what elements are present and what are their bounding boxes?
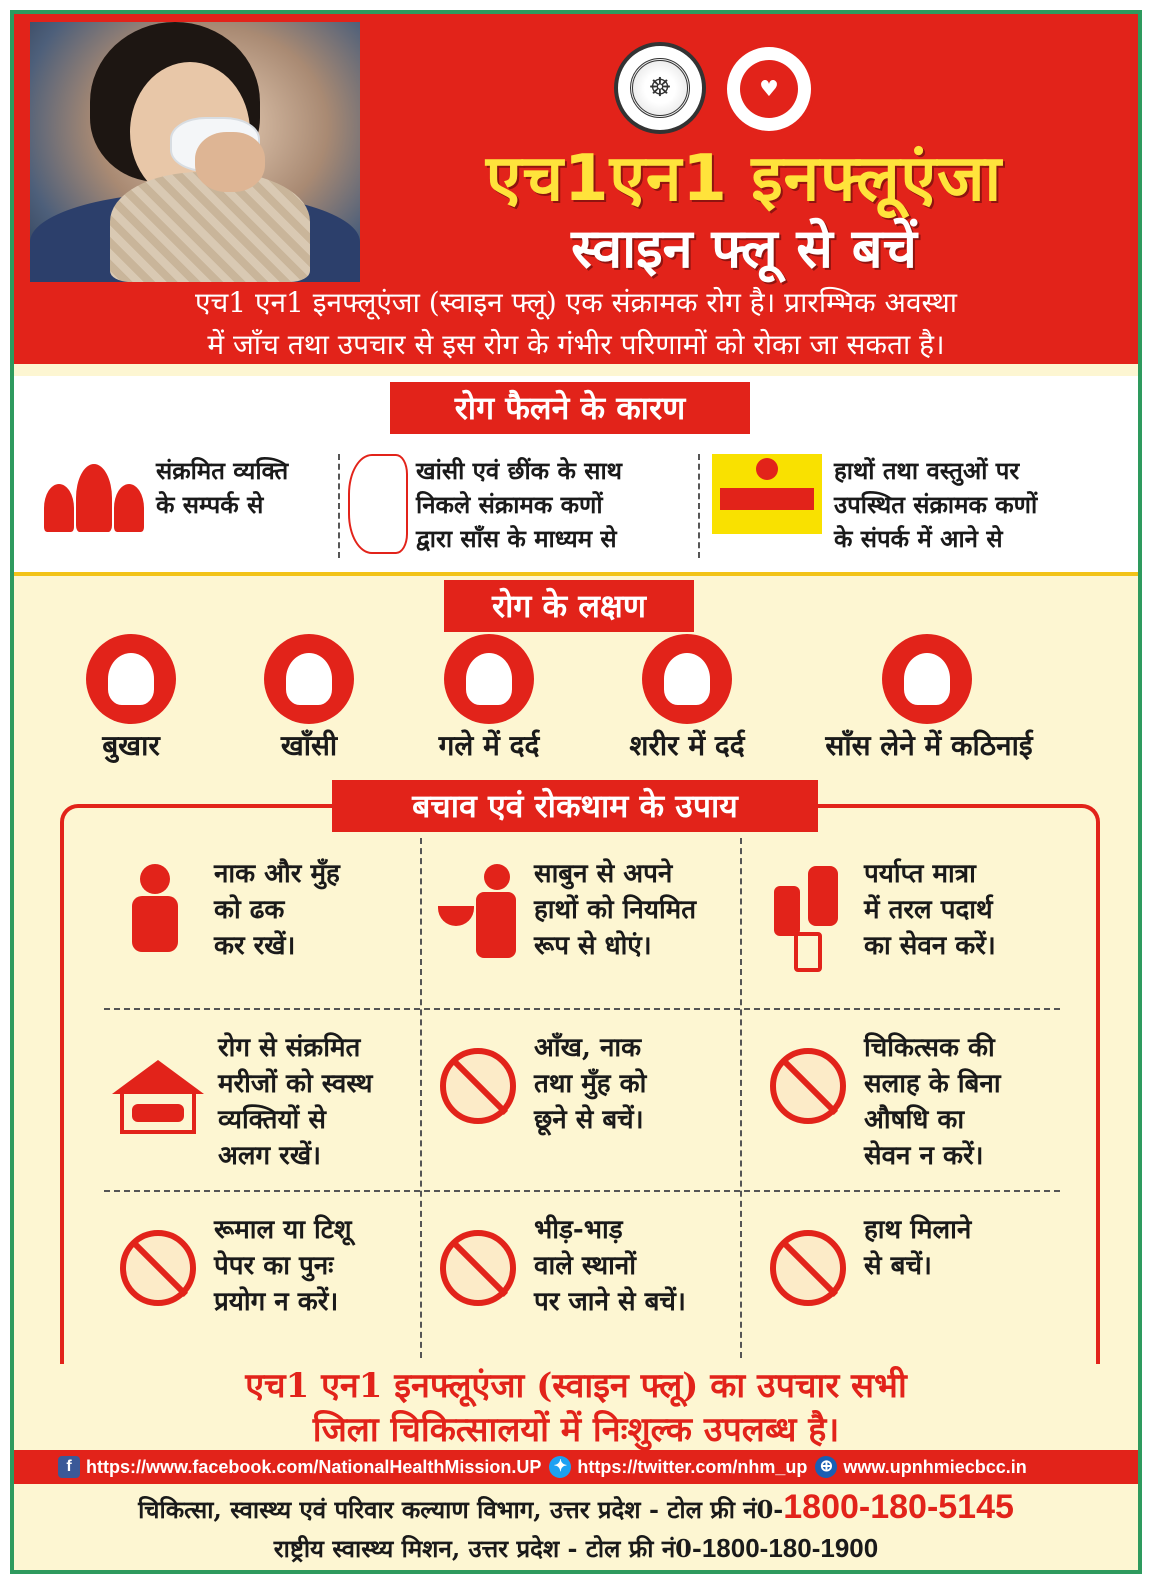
prevention-line: पेपर का पुनः [214,1251,334,1281]
prevention-line: प्रयोग न करें। [214,1287,339,1317]
divider [698,454,700,558]
social-bar [14,1450,1138,1484]
hand-touch-icon [712,454,822,534]
no-self-medication-icon [764,1030,854,1140]
cover-mouth-icon [114,856,204,966]
logos [614,42,834,134]
no-handshake-icon [764,1212,854,1322]
prevention-line: रूमाल या टिशू [214,1215,352,1245]
symptom-label: गले में दर्द [438,729,540,762]
prevention-line: चिकित्सक की [864,1033,995,1063]
dept-name: चिकित्सा, स्वास्थ्य एवं परिवार कल्याण विभाग, उत्तर प्रदेश - टोल फ्री नं0- [138,1495,784,1524]
no-tissue-reuse-icon [114,1212,204,1322]
tollfree-number: 1800-180-5145 [783,1488,1014,1526]
prevention-line: रूप से धोएं। [534,931,652,961]
prevention-line: साबुन से अपने [534,859,673,889]
prevention-line: व्यक्तियों से [218,1105,326,1135]
facebook-icon: f [58,1456,80,1478]
page-title: एच1एन1 इनफ्लूएंजा [485,142,1003,216]
prevention-line: हाथों को नियमित [534,895,697,925]
prevention-line: पर जाने से बचें। [534,1287,686,1317]
divider [104,1008,1060,1010]
website-link[interactable]: www.upnhmiecbcc.in [843,1457,1027,1477]
prevention-item [108,1030,418,1174]
department-info [14,1488,1138,1568]
no-face-touch-icon [434,1030,524,1140]
sore-throat-icon [444,634,534,724]
hand-wash-icon [434,856,524,966]
prevention-item [764,1030,1084,1174]
cause-item [44,454,344,564]
isolate-patient-icon [108,1030,208,1140]
people-group-icon [44,454,144,534]
prevention-line: रोग से संक्रमित [218,1033,361,1063]
prevention-item [114,856,414,966]
symptom-label: साँस लेने में कठिनाई [825,729,1033,762]
prevention-line: औषधि का [864,1105,965,1135]
prevention-item [764,856,1084,966]
prevention-line: तथा मुँह को [534,1069,647,1099]
tollfree-number: 1800-180-1900 [701,1533,879,1563]
intro-text [34,282,1118,366]
cause-line: के सम्पर्क से [156,490,264,519]
prevention-item [114,1212,414,1322]
prevention-line: पर्याप्त मात्रा [864,859,976,889]
body-ache-icon [642,634,732,724]
sneeze-face-icon [348,454,408,554]
intro-line: में जाँच तथा उपचार से इस रोग के गंभीर परिणामों को रोका जा सकता है। [207,328,945,361]
prevention-line: हाथ मिलाने [864,1215,972,1245]
prevention-item [434,856,734,966]
prevention-line: मरीजों को स्वस्थ [218,1069,373,1099]
prevention-item [434,1030,734,1140]
prevention-heading: बचाव एवं रोकथाम के उपाय [332,780,818,832]
intro-line: एच1 एन1 इनफ्लूएंजा (स्वाइन फ्लू) एक संक्रामक रोग है। प्रारम्भिक अवस्था [194,286,957,319]
prevention-line: सलाह के बिना [864,1069,1001,1099]
treatment-message [14,1364,1138,1454]
prevention-line: को ढक [214,895,285,925]
prevention-line: में तरल पदार्थ [864,895,993,925]
fluids-icon [764,856,854,966]
cause-line: उपस्थित संक्रामक कणों [834,490,1038,519]
poster [10,10,1142,1574]
prevention-line: भीड़-भाड़ [534,1215,623,1245]
prevention-line: वाले स्थानों [534,1251,636,1281]
cause-line: हाथों तथा वस्तुओं पर [834,456,1020,485]
cough-icon [264,634,354,724]
dept-line [14,1529,1138,1568]
causes-heading: रोग फैलने के कारण [390,382,750,434]
divider [740,838,742,1358]
prevention-line: से बचें। [864,1251,932,1281]
cause-item [712,454,1122,564]
message-line: जिला चिकित्सालयों में निःशुल्क उपलब्ध है। [312,1410,840,1450]
prevention-section [60,804,1100,1364]
prevention-line: आँख, नाक [534,1033,642,1063]
no-crowd-icon [434,1212,524,1322]
prevention-line: छूने से बचें। [534,1105,644,1135]
cause-line: के संपर्क में आने से [834,524,1003,553]
prevention-item [764,1212,1084,1322]
twitter-icon: ✦ [549,1456,571,1478]
prevention-line: नाक और मुँह [214,859,340,889]
prevention-line: सेवन न करें। [864,1141,984,1171]
up-government-logo: ☸ [614,42,706,134]
divider [338,454,340,558]
causes-section [14,376,1138,576]
nhm-logo: ♥ [724,44,814,134]
coughing-woman-photo [30,22,360,282]
message-line: एच1 एन1 इनफ्लूएंजा (स्वाइन फ्लू) का उपचार सभी [245,1366,907,1406]
fever-icon [86,634,176,724]
symptoms-heading: रोग के लक्षण [444,580,694,632]
twitter-link[interactable]: https://twitter.com/nhm_up [577,1457,808,1477]
cause-item [348,454,698,564]
breathing-difficulty-icon [882,634,972,724]
cause-line: द्वारा साँस के माध्यम से [416,524,617,553]
dept-line [14,1488,1138,1529]
symptom-label: खाँसी [280,729,338,762]
cause-line: खांसी एवं छींक के साथ [416,456,623,485]
symptom-label: बुखार [102,729,160,762]
page-subtitle: स्वाइन फ्लू से बचें [571,217,917,280]
symptom-label: शरीर में दर्द [629,729,745,762]
globe-icon: ⊕ [815,1456,837,1478]
divider [420,838,422,1358]
header-banner [14,14,1138,364]
dept-name: राष्ट्रीय स्वास्थ्य मिशन, उत्तर प्रदेश - टोल फ्री नं0- [273,1534,702,1563]
cause-line: निकले संक्रामक कणों [416,490,603,519]
prevention-line: का सेवन करें। [864,931,996,961]
prevention-line: कर रखें। [214,931,296,961]
facebook-link[interactable]: https://www.facebook.com/NationalHealthMission.UP [86,1457,542,1477]
prevention-item [434,1212,734,1322]
cause-line: संक्रमित व्यक्ति [156,456,289,485]
prevention-line: अलग रखें। [218,1141,321,1171]
divider [104,1190,1060,1192]
